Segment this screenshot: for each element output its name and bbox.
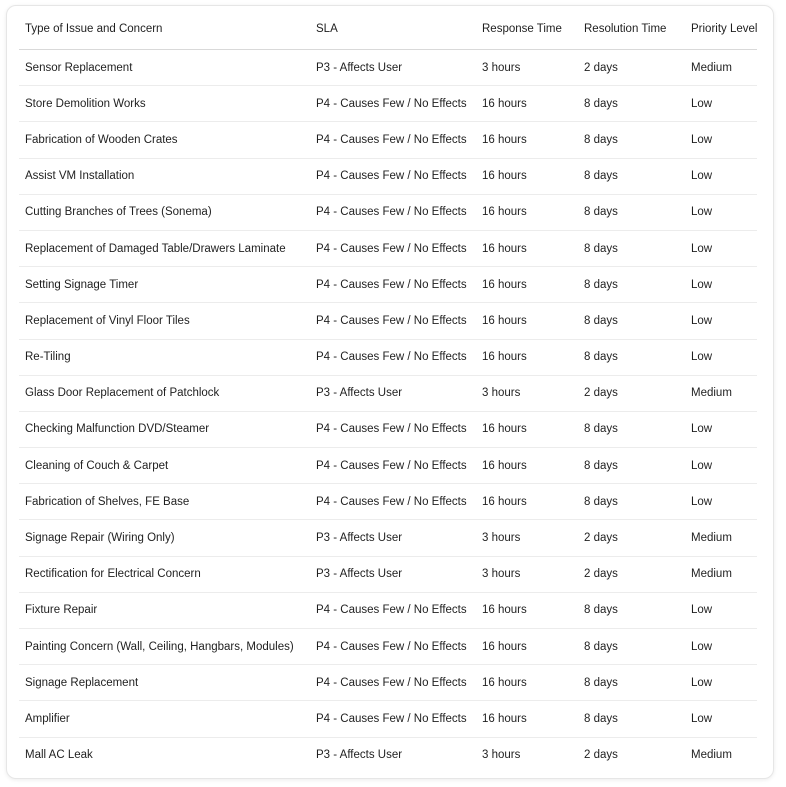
table-row: [19, 50, 757, 86]
issue-type-cell: Setting Signage Timer: [19, 267, 310, 303]
response-time-cell: 16 hours: [476, 339, 578, 375]
sla-table: [19, 8, 757, 773]
response-time-cell: 3 hours: [476, 520, 578, 556]
resolution-time-cell: 2 days: [584, 749, 618, 762]
sla-cell: P4 - Causes Few / No Effects: [310, 448, 476, 484]
response-time-cell: 16 hours: [476, 665, 578, 701]
table-row: [19, 411, 757, 447]
issue-type-cell: Painting Concern (Wall, Ceiling, Hangbars, Modules): [19, 629, 310, 665]
response-time-cell: 16 hours: [476, 122, 578, 158]
priority-level-cell: Low: [685, 411, 757, 447]
issue-type-cell: Signage Replacement: [19, 665, 310, 701]
table-row: [19, 230, 757, 266]
sla-cell: P3 - Affects User: [316, 749, 403, 762]
response-time-cell: 16 hours: [476, 194, 578, 230]
table-row: [19, 375, 757, 411]
table-row: [19, 448, 757, 484]
sla-cell: P4 - Causes Few / No Effects: [310, 267, 476, 303]
sla-table-card: [6, 5, 774, 779]
resolution-time-cell: 8 days: [578, 339, 685, 375]
response-time-cell: 3 hours: [482, 749, 521, 762]
sla-cell: P4 - Causes Few / No Effects: [310, 411, 476, 447]
priority-level-cell: Low: [685, 592, 757, 628]
table-row: [19, 520, 757, 556]
sla-cell: P4 - Causes Few / No Effects: [310, 158, 476, 194]
sla-cell: P4 - Causes Few / No Effects: [310, 629, 476, 665]
priority-level-cell: Medium: [685, 556, 757, 592]
priority-level-cell: Medium: [691, 749, 732, 762]
sla-cell: P4 - Causes Few / No Effects: [310, 86, 476, 122]
sla-cell: P4 - Causes Few / No Effects: [310, 122, 476, 158]
priority-level-cell: Medium: [685, 375, 757, 411]
table-row: [19, 592, 757, 628]
issue-type-cell: Signage Repair (Wiring Only): [19, 520, 310, 556]
table-row: [19, 701, 757, 737]
table-row: [19, 665, 757, 701]
table-row: [19, 194, 757, 230]
table-row: [19, 629, 757, 665]
resolution-time-cell: 8 days: [578, 411, 685, 447]
response-time-cell: 16 hours: [476, 86, 578, 122]
response-time-cell: 3 hours: [476, 556, 578, 592]
priority-level-cell: Low: [685, 122, 757, 158]
issue-type-cell: Rectification for Electrical Concern: [19, 556, 310, 592]
response-time-cell: 16 hours: [476, 629, 578, 665]
sla-cell: P3 - Affects User: [310, 556, 476, 592]
issue-type-cell: Store Demolition Works: [19, 86, 310, 122]
issue-type-cell: Glass Door Replacement of Patchlock: [19, 375, 310, 411]
priority-level-cell: Low: [685, 665, 757, 701]
issue-type-cell: Cutting Branches of Trees (Sonema): [19, 194, 310, 230]
priority-level-cell: Low: [685, 267, 757, 303]
response-time-cell: 16 hours: [476, 158, 578, 194]
resolution-time-cell: 8 days: [578, 592, 685, 628]
resolution-time-cell: 8 days: [578, 303, 685, 339]
sla-cell: P3 - Affects User: [310, 50, 476, 86]
issue-type-cell: Cleaning of Couch & Carpet: [19, 448, 310, 484]
resolution-time-cell: 8 days: [578, 122, 685, 158]
priority-level-cell: Medium: [685, 50, 757, 86]
resolution-time-cell: 8 days: [578, 701, 685, 737]
priority-level-cell: Low: [685, 303, 757, 339]
sla-cell: P4 - Causes Few / No Effects: [310, 484, 476, 520]
response-time-cell: 16 hours: [476, 592, 578, 628]
table-row: [19, 737, 757, 773]
priority-level-cell: Low: [685, 629, 757, 665]
sla-cell: P4 - Causes Few / No Effects: [310, 230, 476, 266]
sla-cell: P4 - Causes Few / No Effects: [310, 303, 476, 339]
table-row: [19, 267, 757, 303]
resolution-time-cell: 8 days: [578, 448, 685, 484]
sla-cell: P4 - Causes Few / No Effects: [310, 701, 476, 737]
sla-cell: P4 - Causes Few / No Effects: [310, 592, 476, 628]
sla-cell: P4 - Causes Few / No Effects: [310, 665, 476, 701]
table-header-row: [19, 8, 757, 50]
priority-level-cell: Low: [685, 86, 757, 122]
resolution-time-cell: 8 days: [578, 158, 685, 194]
priority-level-cell: Low: [685, 230, 757, 266]
resolution-time-cell: 2 days: [578, 50, 685, 86]
table-row: [19, 303, 757, 339]
column-header-issue-type: Type of Issue and Concern: [19, 8, 310, 50]
resolution-time-cell: 8 days: [578, 194, 685, 230]
table-row: [19, 158, 757, 194]
table-row: [19, 86, 757, 122]
resolution-time-cell: 8 days: [578, 86, 685, 122]
priority-level-cell: Low: [685, 194, 757, 230]
table-row: [19, 122, 757, 158]
column-header-priority-level: Priority Level: [685, 8, 757, 50]
resolution-time-cell: 8 days: [578, 484, 685, 520]
response-time-cell: 3 hours: [476, 50, 578, 86]
response-time-cell: 16 hours: [476, 230, 578, 266]
resolution-time-cell: 8 days: [578, 629, 685, 665]
issue-type-cell: Mall AC Leak: [25, 749, 93, 762]
issue-type-cell: Replacement of Damaged Table/Drawers Laminate: [19, 230, 310, 266]
response-time-cell: 16 hours: [476, 411, 578, 447]
priority-level-cell: Low: [685, 448, 757, 484]
issue-type-cell: Sensor Replacement: [19, 50, 310, 86]
resolution-time-cell: 2 days: [578, 520, 685, 556]
table-row: [19, 339, 757, 375]
issue-type-cell: Amplifier: [19, 701, 310, 737]
response-time-cell: 3 hours: [476, 375, 578, 411]
response-time-cell: 16 hours: [476, 448, 578, 484]
table-row: [19, 484, 757, 520]
priority-level-cell: Medium: [685, 520, 757, 556]
resolution-time-cell: 8 days: [578, 267, 685, 303]
resolution-time-cell: 8 days: [578, 665, 685, 701]
issue-type-cell: Replacement of Vinyl Floor Tiles: [19, 303, 310, 339]
issue-type-cell: Re-Tiling: [19, 339, 310, 375]
response-time-cell: 16 hours: [476, 701, 578, 737]
issue-type-cell: Checking Malfunction DVD/Steamer: [19, 411, 310, 447]
priority-level-cell: Low: [685, 339, 757, 375]
sla-cell: P4 - Causes Few / No Effects: [310, 339, 476, 375]
sla-cell: P4 - Causes Few / No Effects: [310, 194, 476, 230]
issue-type-cell: Fabrication of Wooden Crates: [19, 122, 310, 158]
issue-type-cell: Fixture Repair: [19, 592, 310, 628]
column-header-sla: SLA: [310, 8, 476, 50]
priority-level-cell: Low: [685, 158, 757, 194]
column-header-response-time: Response Time: [476, 8, 578, 50]
issue-type-cell: Assist VM Installation: [19, 158, 310, 194]
response-time-cell: 16 hours: [476, 303, 578, 339]
priority-level-cell: Low: [685, 484, 757, 520]
resolution-time-cell: 2 days: [578, 375, 685, 411]
issue-type-cell: Fabrication of Shelves, FE Base: [19, 484, 310, 520]
table-row: [19, 556, 757, 592]
resolution-time-cell: 8 days: [578, 230, 685, 266]
sla-cell: P3 - Affects User: [310, 375, 476, 411]
priority-level-cell: Low: [685, 701, 757, 737]
table-body: [19, 50, 757, 773]
response-time-cell: 16 hours: [476, 267, 578, 303]
sla-cell: P3 - Affects User: [310, 520, 476, 556]
response-time-cell: 16 hours: [476, 484, 578, 520]
resolution-time-cell: 2 days: [578, 556, 685, 592]
column-header-resolution-time: Resolution Time: [578, 8, 685, 50]
